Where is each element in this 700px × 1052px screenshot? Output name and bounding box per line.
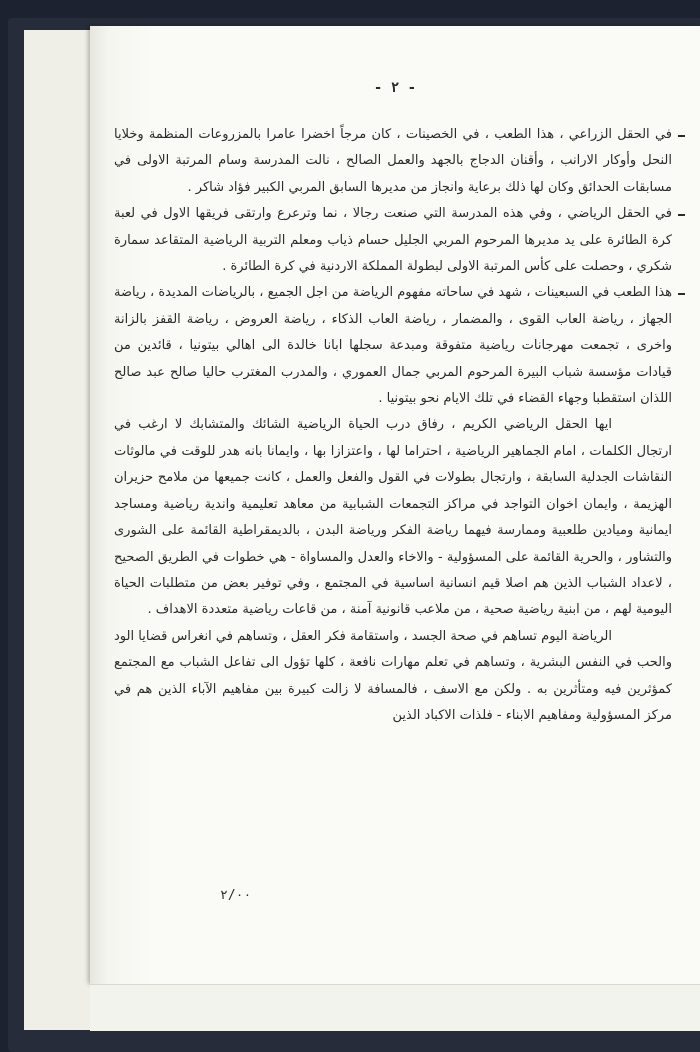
- continuation-marker: ٢/٠٠: [220, 888, 252, 903]
- paragraph-sports-volleyball: في الحقل الرياضي ، وفي هذه المدرسة التي صنعت رجالا ، نما وترعرع وارتقى فريقها الاول في لعبة كرة الطائرة على يد مديرها المرحوم المربي الجليل حسام ذياب ومعلم التربية الرياضية المتقاعد سمارة شكري ، وحصلت على كأس المرتبة الاولى لبطولة المملكة الاردنية في كرة الطائرة .: [114, 201, 672, 280]
- page-number: - ٢ -: [373, 80, 417, 96]
- paragraph-address: ايها الحقل الرياضي الكريم ، رفاق درب الحياة الرياضية الشائك والمتشابك لا ارغب في ارتجال الكلمات ، امام الجماهير الرياضية ، احتراما لها ، واعتزازا بها ، وايمانا بانه هدر للوقت في مالوثات النقاشات الجدلية السابقة ، وارتجال بطولات في القول والفعل والعمل ، كانت جميعها من ملامح حزيران الهزيمة ، وايمان اخوان التواجد في مراكز التجمعات الشبابية من معاهد تعليمية واندية رياضية ومساجد ايمانية وميادين طلعبية وممارسة فيهما رياضة الفكر ورياضة البدن ، بالديمقراطية القائمة على الشورى والتشاور ، والحرية القائمة على المسؤولية - والاخاء والعدل والمساواة - هي خطوات في الطريق الصحيح ، لاعداد الشباب الذين هم اصلا قيم انسانية اساسية في المجتمع ، وفي توفير بعض من متطلبات الحياة اليومية لهم ، من ابنية رياضية صحية ، من ملاعب قانونية آمنة ، من قاعات رياضية متعددة الاهداف .: [114, 417, 672, 618]
- page-bottom-edge: [90, 984, 700, 1031]
- paragraph-sport-today: الرياضة اليوم تساهم في صحة الجسد ، واستقامة فكر العقل ، وتساهم في انغراس قضايا الود والحب في النفس البشرية ، وتساهم في تعلم مهارات نافعة ، كلها تؤول الى تفاعل الشباب مع المجتمع كمؤثرين فيه ومتأثرين به . ولكن مع الاسف ، فالمسافة لا زالت كبيرة بين مفاهيم الآباء الذين هم في مركز المسؤولية ومفاهيم الابناء - فلذات الاكباد الذين: [114, 628, 672, 723]
- paragraph-agriculture: في الحقل الزراعي ، هذا الطعب ، في الخصينات ، كان مرجاً اخضرا عامرا بالمزروعات المنظمة وخلايا النحل وأوكار الارانب ، وأقنان الدجاج بالجهد والعمل الصالح ، نالت المدرسة وسام المرتبة الاولى في مسابقات الحدائق وكان لها ذلك برعاية وانجاز من مديرها السابق المربي الكبير فؤاد شاكر .: [114, 122, 672, 201]
- document-page: [90, 26, 700, 984]
- document-body: [114, 122, 672, 729]
- paragraph-seventies: هذا الطعب في السبعينات ، شهد في ساحاته مفهوم الرياضة من اجل الجميع ، بالرياضات المديدة ، رياضة الجهاز ، رياضة العاب القوى ، والمضمار ، رياضة العاب الذكاء ، رياضة العروض ، رياضة القفز بالزانة واخرى ، تجمعت مهرجانات رياضية متفوقة ومبدعة سجلها ابانا خالدة الى اهالي بيتونيا ، قائدين من قيادات مؤسسة شباب البيرة المرحوم المربي جمال العموري ، والمدرب المغترب حاليا صالح عبد صالح اللذان استقطبا وجهاء القضاء في تلك الايام نحو بيتونيا .: [114, 280, 672, 412]
